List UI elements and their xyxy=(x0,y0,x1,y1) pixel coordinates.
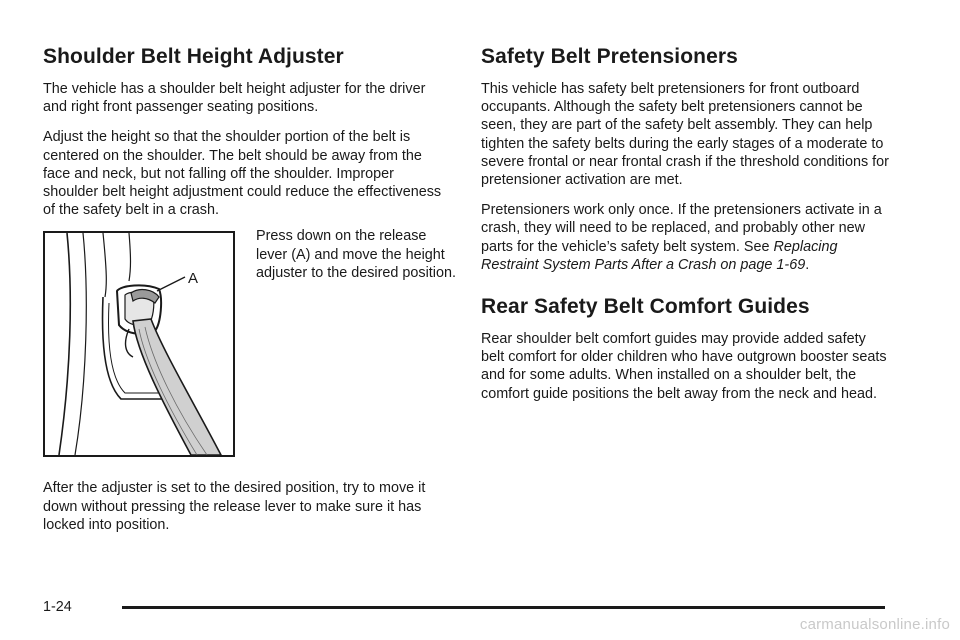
site-watermark: carmanualsonline.info xyxy=(799,616,950,633)
comfort-guides-heading: Rear Safety Belt Comfort Guides xyxy=(481,295,810,319)
page-number: 1-24 xyxy=(43,599,72,615)
height-adjuster-figure-block xyxy=(43,228,456,455)
lever-a-label: A xyxy=(188,270,199,288)
pretensioners-intro: This vehicle has safety belt pretensioners for front outboard occupants. Although the safety belt pretensioners cannot be seen, they are part of the safety belt assembly. They can help tighten the safety belts during the early stages of a moderate to severe frontal or near frontal crash if the threshold conditions for pretensioner activation are met. xyxy=(481,81,889,189)
right-column xyxy=(481,44,891,415)
height-adjuster-drawing xyxy=(45,233,233,455)
pretensioners-heading: Safety Belt Pretensioners xyxy=(481,45,738,68)
height-adjuster-caption xyxy=(256,227,456,282)
adjuster-lock-check-text: After the adjuster is set to the desired position, try to move it down without pressing the release lever to make sure it has locked into position. xyxy=(43,480,426,533)
pretensioners-replacement-body: Pretensioners work only once. If the pretensioners activate in a crash, they will need to be replaced, and probably other new parts for the vehicle’s safety belt system. See xyxy=(481,202,882,255)
height-adjuster-illustration xyxy=(43,231,235,457)
pretensioners-replacement-end: . xyxy=(805,256,810,273)
pretensioners-replacement-text xyxy=(481,201,891,274)
shoulder-belt-intro: The vehicle has a shoulder belt height adjuster for the driver and right front passenger seating positions. xyxy=(43,81,426,116)
shoulder-belt-heading: Shoulder Belt Height Adjuster xyxy=(43,45,344,68)
shoulder-belt-adjust-text: Adjust the height so that the shoulder portion of the belt is centered on the shoulder. The belt should be away from the face and neck, but not falling off the shoulder. Improper shoulder belt height adjustment could reduce the effectiveness of the safety belt in a crash. xyxy=(43,129,442,219)
footer-rule xyxy=(122,606,885,609)
comfort-guides-text: Rear shoulder belt comfort guides may provide added safety belt comfort for older children who have outgrown booster seats and for some adults. When installed on a shoulder belt, the comfort guide positions the belt away from the neck and head. xyxy=(481,331,887,402)
height-adjuster-caption-text: Press down on the release lever (A) and move the height adjuster to the desired position. xyxy=(256,228,456,281)
replacing-parts-reference-link[interactable]: Replacing Restraint System Parts After a Crash on page 1-69 xyxy=(481,238,838,273)
page-footer xyxy=(43,598,885,618)
left-column xyxy=(43,44,456,546)
